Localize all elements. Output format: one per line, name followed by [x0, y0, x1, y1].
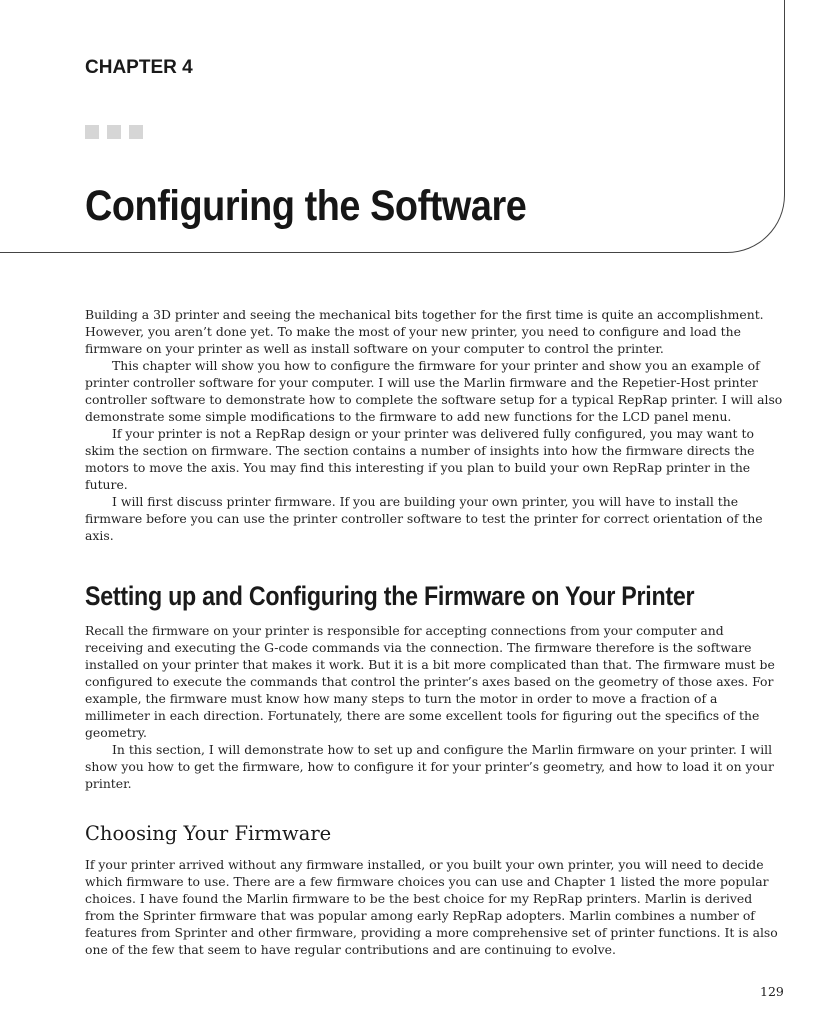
subsection-heading: Choosing Your Firmware — [85, 822, 332, 845]
page-number: 129 — [760, 984, 784, 999]
decorative-squares — [85, 125, 143, 139]
chapter-title: Configuring the Software — [85, 182, 527, 230]
intro-paragraph: Building a 3D printer and seeing the mechanical bits together for the first time is quite an accomplishment. However, you aren’t done yet. To make the most of your new printer, you need to configure and load the firmware on your printer as well as install software on your computer to control the printer. — [85, 307, 764, 356]
section-paragraph: In this section, I will demonstrate how to set up and configure the Marlin firmware on your printer. I will show you how to get the firmware, how to configure it for your printer’s geometry, and how to load it on your printer. — [85, 742, 774, 791]
section-heading: Setting up and Configuring the Firmware on Your Printer — [85, 581, 695, 611]
page-body — [85, 306, 785, 958]
subsection-paragraph: If your printer arrived without any firmware installed, or you built your own printer, you will need to decide which firmware to use. There are a few firmware choices you can use and Chapter 1 listed the more popular choices. I have found the Marlin firmware to be the best choice for my RepRap printers. Marlin is derived from the Sprinter firmware that was popular among early RepRap adopters. Marlin combines a number of features from Sprinter and other firmware, providing a more comprehensive set of printer functions. It is also one of the few that seem to have regular contributions and are continuing to evolve. — [85, 857, 778, 957]
intro-paragraph: If your printer is not a RepRap design or your printer was delivered fully configured, you may want to skim the section on firmware. The section contains a number of insights into how the firmware directs the motors to move the axis. You may find this interesting if you plan to build your own RepRap printer in the future. — [85, 426, 755, 492]
intro-paragraph: I will first discuss printer firmware. If you are building your own printer, you will have to install the firmware before you can use the printer controller software to test the printer for correct orientation of the axis. — [85, 494, 763, 543]
decorative-square — [85, 125, 99, 139]
section-paragraph: Recall the firmware on your printer is responsible for accepting connections from your computer and receiving and executing the G-code commands via the connection. The firmware therefore is the software installed on your printer that makes it work. But it is a bit more complicated than that. The firmware must be configured to execute the commands that control the printer’s axes based on the geometry of those axes. For example, the firmware must know how many steps to turn the motor in order to move a fraction of a millimeter in each direction. Fortunately, there are some excellent tools for figuring out the specifics of the geometry. — [85, 623, 775, 740]
decorative-square — [129, 125, 143, 139]
decorative-square — [107, 125, 121, 139]
intro-paragraph: This chapter will show you how to configure the firmware for your printer and show you an example of printer controller software for your computer. I will use the Marlin firmware and the Repetier-Host printer controller software to demonstrate how to complete the software setup for a typical RepRap printer. I will also demonstrate some simple modifications to the firmware to add new functions for the LCD panel menu. — [85, 358, 783, 424]
chapter-label: CHAPTER 4 — [85, 57, 193, 78]
